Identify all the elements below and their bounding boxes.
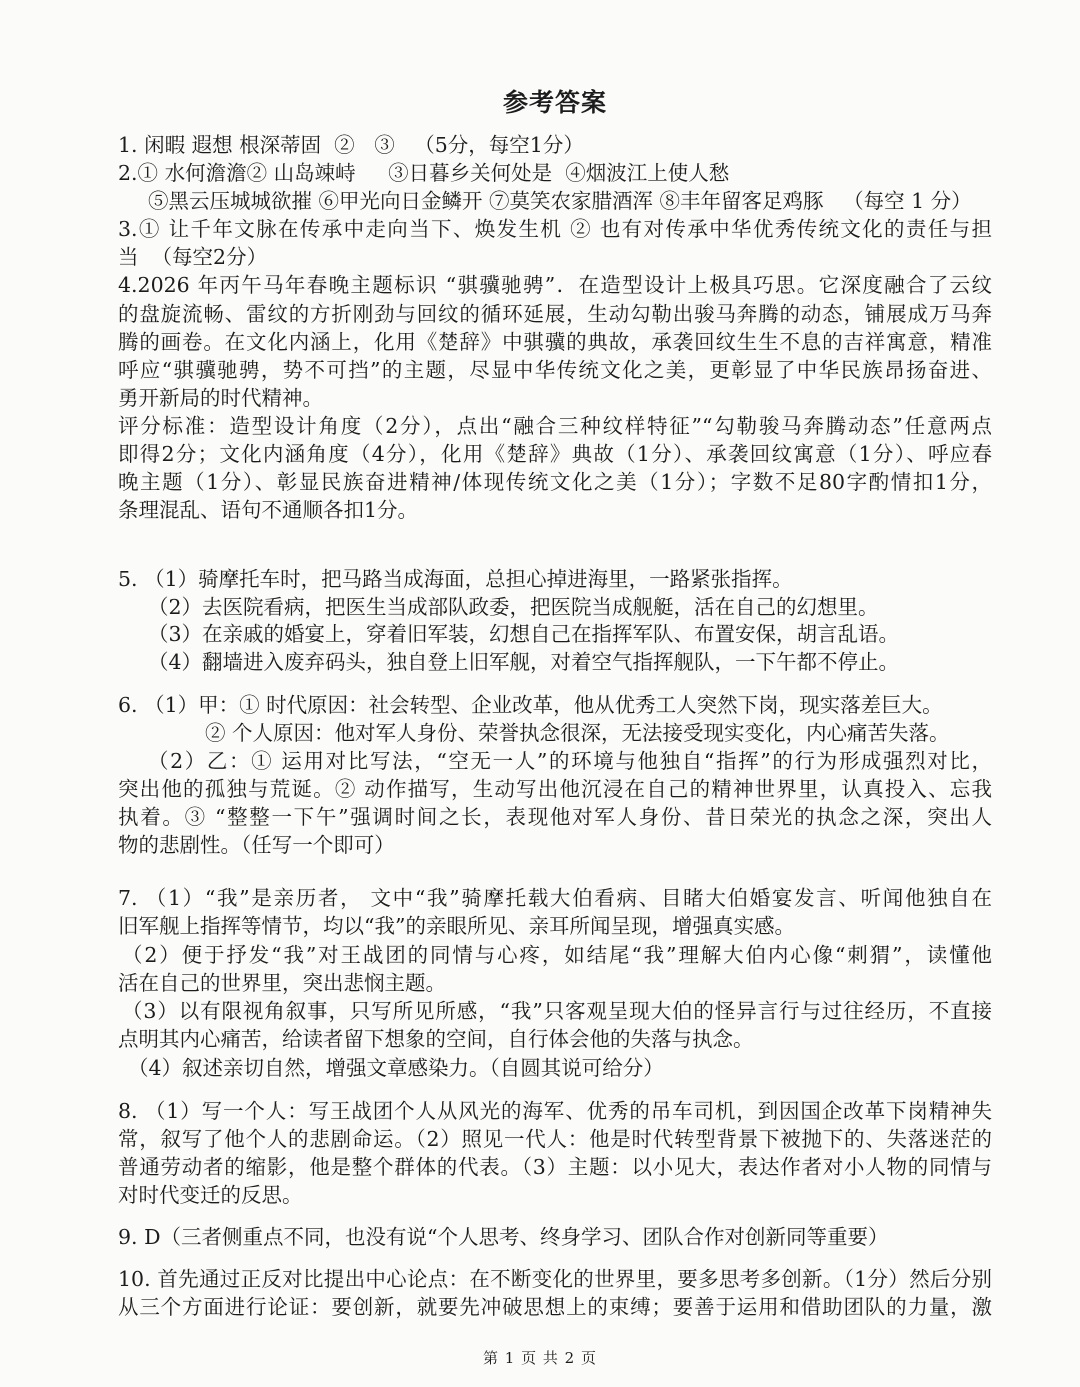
answers-1-to-4 xyxy=(118,131,992,524)
answer-1-line: 1. 闲暇 遐想 根深蒂固 ② ③ （5分，每空1分） xyxy=(118,133,584,157)
answer-8-line: 常，叙写了他个人的悲剧命运。（2）照见一代人：他是时代转型背景下被抛下的、失落迷茫的 xyxy=(118,1127,992,1151)
answer-3-line: 当 （每空2分） xyxy=(118,245,268,270)
answer-7-line: （4）叙述亲切自然，增强文章感染力。（自圆其说可给分） xyxy=(128,1055,664,1080)
scoring-criteria-line: 即得2分；文化内涵角度（4分），化用《楚辞》典故（1分）、承袭回纹寓意（1分）、呼应春 xyxy=(118,442,992,467)
answer-5 xyxy=(118,566,992,676)
answer-4-line: 勇开新局的时代精神。 xyxy=(118,385,323,410)
answer-4-line: 4.2026 年丙午马年春晚主题标识 “骐骥驰骋”．在造型设计上极具巧思。它深度融合了云纹 xyxy=(118,273,992,298)
answer-8 xyxy=(118,1097,992,1209)
page-title: 参考答案 xyxy=(502,88,607,117)
answer-8-line: 对时代变迁的反思。 xyxy=(118,1183,303,1207)
scoring-criteria-line: 评分标准：造型设计角度（2分），点出“融合三种纹样特征”“勾勒骏马奔腾动态”任意两点 xyxy=(118,413,992,438)
answer-7-line: 旧军舰上指挥等情节，均以“我”的亲眼所见、亲耳所闻呈现，增强真实感。 xyxy=(118,914,795,939)
answer-5-line: 5. （1）骑摩托车时，把马路当成海面，总担心掉进海里，一路紧张指挥。 xyxy=(118,567,793,591)
answer-9 xyxy=(118,1223,992,1251)
answer-6-line: 突出他的孤独与荒诞。② 动作描写，生动写出他沉浸在自己的精神世界里，认真投入、忘我 xyxy=(118,777,992,801)
answer-7 xyxy=(118,884,992,1082)
answer-8-line: 普通劳动者的缩影，他是整个群体的代表。（3）主题：以小见大，表达作者对小人物的同情与 xyxy=(118,1155,992,1179)
scoring-criteria-line: 晚主题（1分）、彰显民族奋进精神/体现传统文化之美（1分）；字数不足80字酌情扣1分， xyxy=(118,470,992,495)
answer-6-line: 物的悲剧性。（任写一个即可） xyxy=(118,833,395,857)
scoring-criteria-line: 条理混乱、语句不通顺各扣1分。 xyxy=(118,498,419,523)
answer-6-line: 6. （1）甲：① 时代原因：社会转型、企业改革，他从优秀工人突然下岗，现实落差巨大。 xyxy=(118,693,943,717)
answer-9-line: 9. D（三者侧重点不同，也没有说“个人思考、终身学习、团队合作对创新同等重要） xyxy=(118,1225,889,1249)
answer-2-line: 2.① 水何澹澹② 山岛竦峙 ③日暮乡关何处是 ④烟波江上使人愁 xyxy=(118,161,730,186)
answer-8-line: 8. （1）写一个人：写王战团个人从风光的海军、优秀的吊车司机，到因国企改革下岗精神失 xyxy=(118,1099,992,1123)
answer-4-line: 的盘旋流畅、雷纹的方折刚劲与回纹的循环延展，生动勾勒出骏马奔腾的动态，铺展成万马奔 xyxy=(118,301,992,326)
answer-5-line: （2）去医院看病，把医生当成部队政委，把医院当成舰艇，活在自己的幻想里。 xyxy=(148,594,879,619)
answer-4-line: 呼应“骐骥驰骋，势不可挡”的主题，尽显中华传统文化之美，更彰显了中华民族昂扬奋进、 xyxy=(118,357,992,382)
answer-6 xyxy=(118,691,992,859)
answer-7-line: 点明其内心痛苦，给读者留下想象的空间，自行体会他的失落与执念。 xyxy=(118,1027,754,1052)
answer-10-line: 10. 首先通过正反对比提出中心论点：在不断变化的世界里，要多思考多创新。（1分）然后分别 xyxy=(118,1267,992,1291)
answer-5-line: （4）翻墙进入废弃码头，独自登上旧军舰，对着空气指挥舰队，一下午都不停止。 xyxy=(148,649,900,674)
answer-7-line: 活在自己的世界里，突出悲悯主题。 xyxy=(118,970,446,995)
answer-6-line: 执着。③ “整整一下午”强调时间之长，表现他对军人身份、昔日荣光的执念之深，突出人 xyxy=(118,805,992,829)
answer-10-line: 从三个方面进行论证：要创新，就要先冲破思想上的束缚；要善于运用和借助团队的力量，激 xyxy=(118,1295,992,1319)
answer-4-line: 腾的画卷。在文化内涵上，化用《楚辞》中骐骥的典故，承袭回纹生生不息的吉祥寓意，精准 xyxy=(118,329,992,354)
answer-5-line: （3）在亲戚的婚宴上，穿着旧军装，幻想自己在指挥军队、布置安保，胡言乱语。 xyxy=(148,622,900,646)
answer-2-line: ⑤黑云压城城欲摧 ⑥甲光向日金鳞开 ⑦莫笑农家腊酒浑 ⑧丰年留客足鸡豚 （每空 1 分） xyxy=(148,189,972,214)
answer-7-line: （3）以有限视角叙事，只写所见所感，“我”只客观呈现大伯的怪异言行与过往经历，不直接 xyxy=(122,999,992,1024)
answer-6-line: ② 个人原因：他对军人身份、荣誉执念很深，无法接受现实变化，内心痛苦失落。 xyxy=(205,721,950,745)
answer-3-line: 3.① 让千年文脉在传承中走向当下、焕发生机 ② 也有对传承中华优秀传统文化的责任与担 xyxy=(118,217,992,242)
answer-7-line: 7. （1）“我”是亲历者， 文中“我”骑摩托载大伯看病、目睹大伯婚宴发言、听闻他独自在 xyxy=(118,886,992,910)
answer-10 xyxy=(118,1265,992,1321)
answer-7-line: （2）便于抒发“我”对王战团的同情与心疼，如结尾“我”理解大伯内心像“刺猬”，读懂他 xyxy=(122,942,992,967)
answer-6-line: （2）乙：① 运用对比写法，“空无一人”的环境与他独自“指挥”的行为形成强烈对比， xyxy=(148,749,992,773)
page-number-footer: 第 1 页 共 2 页 xyxy=(483,1349,597,1367)
